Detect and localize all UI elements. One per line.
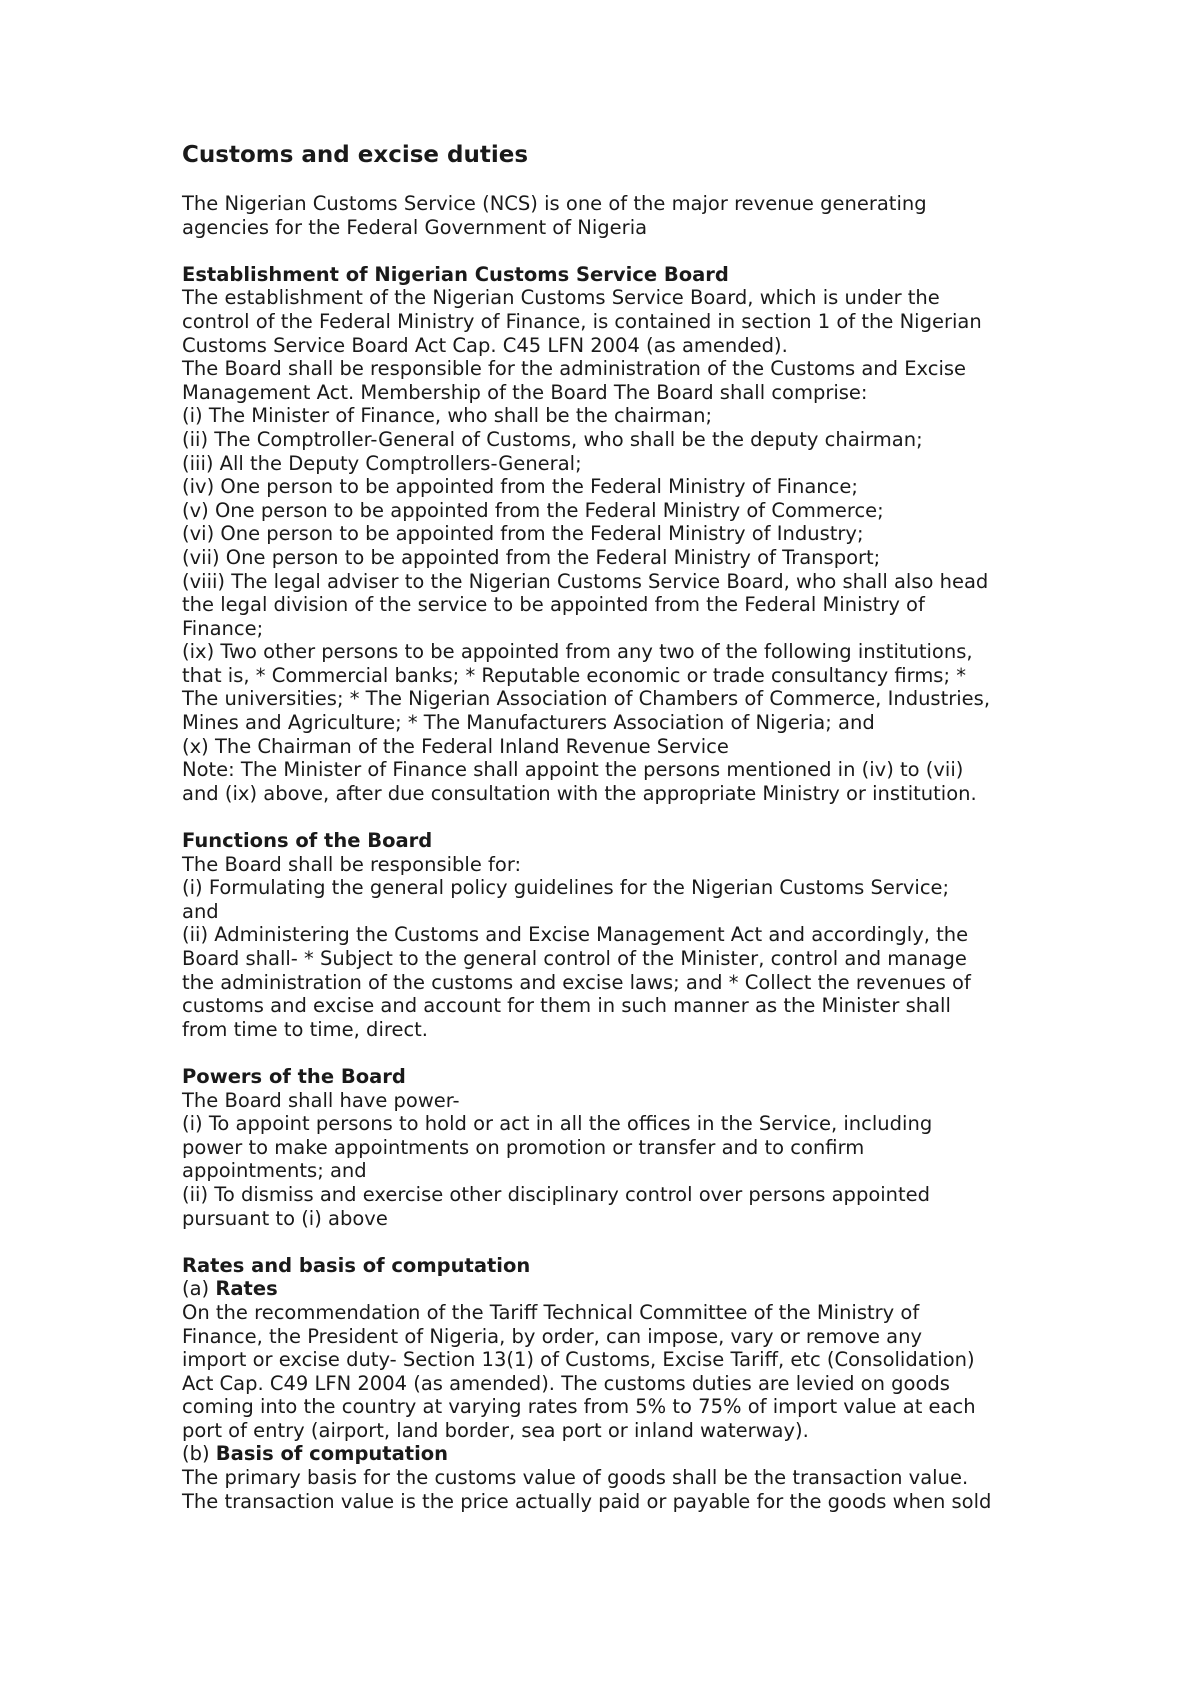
subsection-a-heading <box>182 1277 1042 1301</box>
subsection-a-label: Rates <box>215 1277 278 1301</box>
rates-section <box>182 1254 1042 1514</box>
section-line: (ii) The Comptroller-General of Customs, who shall be the deputy chairman; <box>182 427 923 451</box>
subsection-b-body <box>182 1466 1042 1513</box>
section-line: (vii) One person to be appointed from the Federal Ministry of Transport; <box>182 545 881 569</box>
section-line: (ix) Two other persons to be appointed from any two of the following institutions, <box>182 640 973 664</box>
section-line: Finance; <box>182 616 264 640</box>
section-line: Management Act. Membership of the Board The Board shall comprise: <box>182 380 868 404</box>
section-line: and (ix) above, after due consultation with the appropriate Ministry or institution. <box>182 781 977 805</box>
section-line: power to make appointments on promotion or transfer and to confirm <box>182 1135 865 1159</box>
section-line: (i) The Minister of Finance, who shall be the chairman; <box>182 404 713 428</box>
subsection-line: port of entry (airport, land border, sea port or inland waterway). <box>182 1418 809 1442</box>
section-heading: Functions of the Board <box>182 829 433 853</box>
document-page <box>182 140 1042 1513</box>
subsection-b-label: Basis of computation <box>215 1442 449 1466</box>
subsection-line: Finance, the President of Nigeria, by order, can impose, vary or remove any <box>182 1324 923 1348</box>
section-line: The universities; * The Nigerian Association of Chambers of Commerce, Industries, <box>182 687 991 711</box>
subsection-a-body <box>182 1301 1042 1443</box>
section-line: (v) One person to be appointed from the Federal Ministry of Commerce; <box>182 498 884 522</box>
section-heading: Establishment of Nigerian Customs Service Board <box>182 262 729 286</box>
section-line: The Board shall be responsible for: <box>182 852 522 876</box>
section-line: appointments; and <box>182 1159 367 1183</box>
subsection-line: The primary basis for the customs value of goods shall be the transaction value. <box>182 1466 969 1490</box>
subsection-line: coming into the country at varying rates from 5% to 75% of import value at each <box>182 1395 976 1419</box>
section-line: that is, * Commercial banks; * Reputable economic or trade consultancy firms; * <box>182 663 966 687</box>
section-line: Mines and Agriculture; * The Manufacturers Association of Nigeria; and <box>182 711 875 735</box>
section-line: (iii) All the Deputy Comptrollers-General; <box>182 451 582 475</box>
section-line: Board shall- * Subject to the general control of the Minister, control and manage <box>182 947 967 970</box>
subsection-line: import or excise duty- Section 13(1) of Customs, Excise Tariff, etc (Consolidation) <box>182 1348 975 1372</box>
section-line: (viii) The legal adviser to the Nigerian Customs Service Board, who shall also head <box>182 569 989 593</box>
section-line: the administration of the customs and excise laws; and * Collect the revenues of <box>182 970 971 994</box>
intro-line: The Nigerian Customs Service (NCS) is one of the major revenue generating <box>182 192 927 215</box>
section-heading: Powers of the Board <box>182 1064 406 1088</box>
section-line: from time to time, direct. <box>182 1017 429 1041</box>
section-line: (iv) One person to be appointed from the Federal Ministry of Finance; <box>182 475 858 499</box>
subsection-b-heading <box>182 1442 1042 1466</box>
sections-container <box>182 263 1042 1254</box>
section-line: customs and excise and account for them in such manner as the Minister shall <box>182 994 951 1018</box>
section-line: Note: The Minister of Finance shall appoint the persons mentioned in (iv) to (vii) <box>182 758 964 782</box>
section-line: Customs Service Board Act Cap. C45 LFN 2004 (as amended). <box>182 333 788 357</box>
section-line: (ii) To dismiss and exercise other disciplinary control over persons appointed <box>182 1182 931 1206</box>
section-heading: Rates and basis of computation <box>182 1253 531 1277</box>
intro-line: agencies for the Federal Government of Nigeria <box>182 215 648 239</box>
section-line: (vi) One person to be appointed from the Federal Ministry of Industry; <box>182 522 864 546</box>
section-line: (ii) Administering the Customs and Excise Management Act and accordingly, the <box>182 923 969 947</box>
section-line: and <box>182 899 219 923</box>
subsection-b-prefix: (b) <box>182 1442 216 1466</box>
intro-paragraph <box>182 192 1042 239</box>
section-line: The Board shall be responsible for the administration of the Customs and Excise <box>182 357 967 381</box>
section-line: The establishment of the Nigerian Customs Service Board, which is under the <box>182 286 940 310</box>
section-line: control of the Federal Ministry of Finance, is contained in section 1 of the Nigerian <box>182 309 982 333</box>
section-line: (i) To appoint persons to hold or act in all the offices in the Service, including <box>182 1112 933 1136</box>
subsection-line: The transaction value is the price actually paid or payable for the goods when sold <box>182 1489 992 1513</box>
section-line: (i) Formulating the general policy guidelines for the Nigerian Customs Service; <box>182 876 950 900</box>
section-line: the legal division of the service to be appointed from the Federal Ministry of <box>182 593 925 617</box>
document-title: Customs and excise duties <box>182 142 529 168</box>
subsection-a-prefix: (a) <box>182 1277 216 1301</box>
subsection-line: On the recommendation of the Tariff Technical Committee of the Ministry of <box>182 1300 920 1324</box>
subsection-line: Act Cap. C49 LFN 2004 (as amended). The customs duties are levied on goods <box>182 1371 950 1395</box>
section-line: pursuant to (i) above <box>182 1206 388 1230</box>
section-line: The Board shall have power- <box>182 1088 460 1112</box>
section-line: (x) The Chairman of the Federal Inland Revenue Service <box>182 734 729 758</box>
